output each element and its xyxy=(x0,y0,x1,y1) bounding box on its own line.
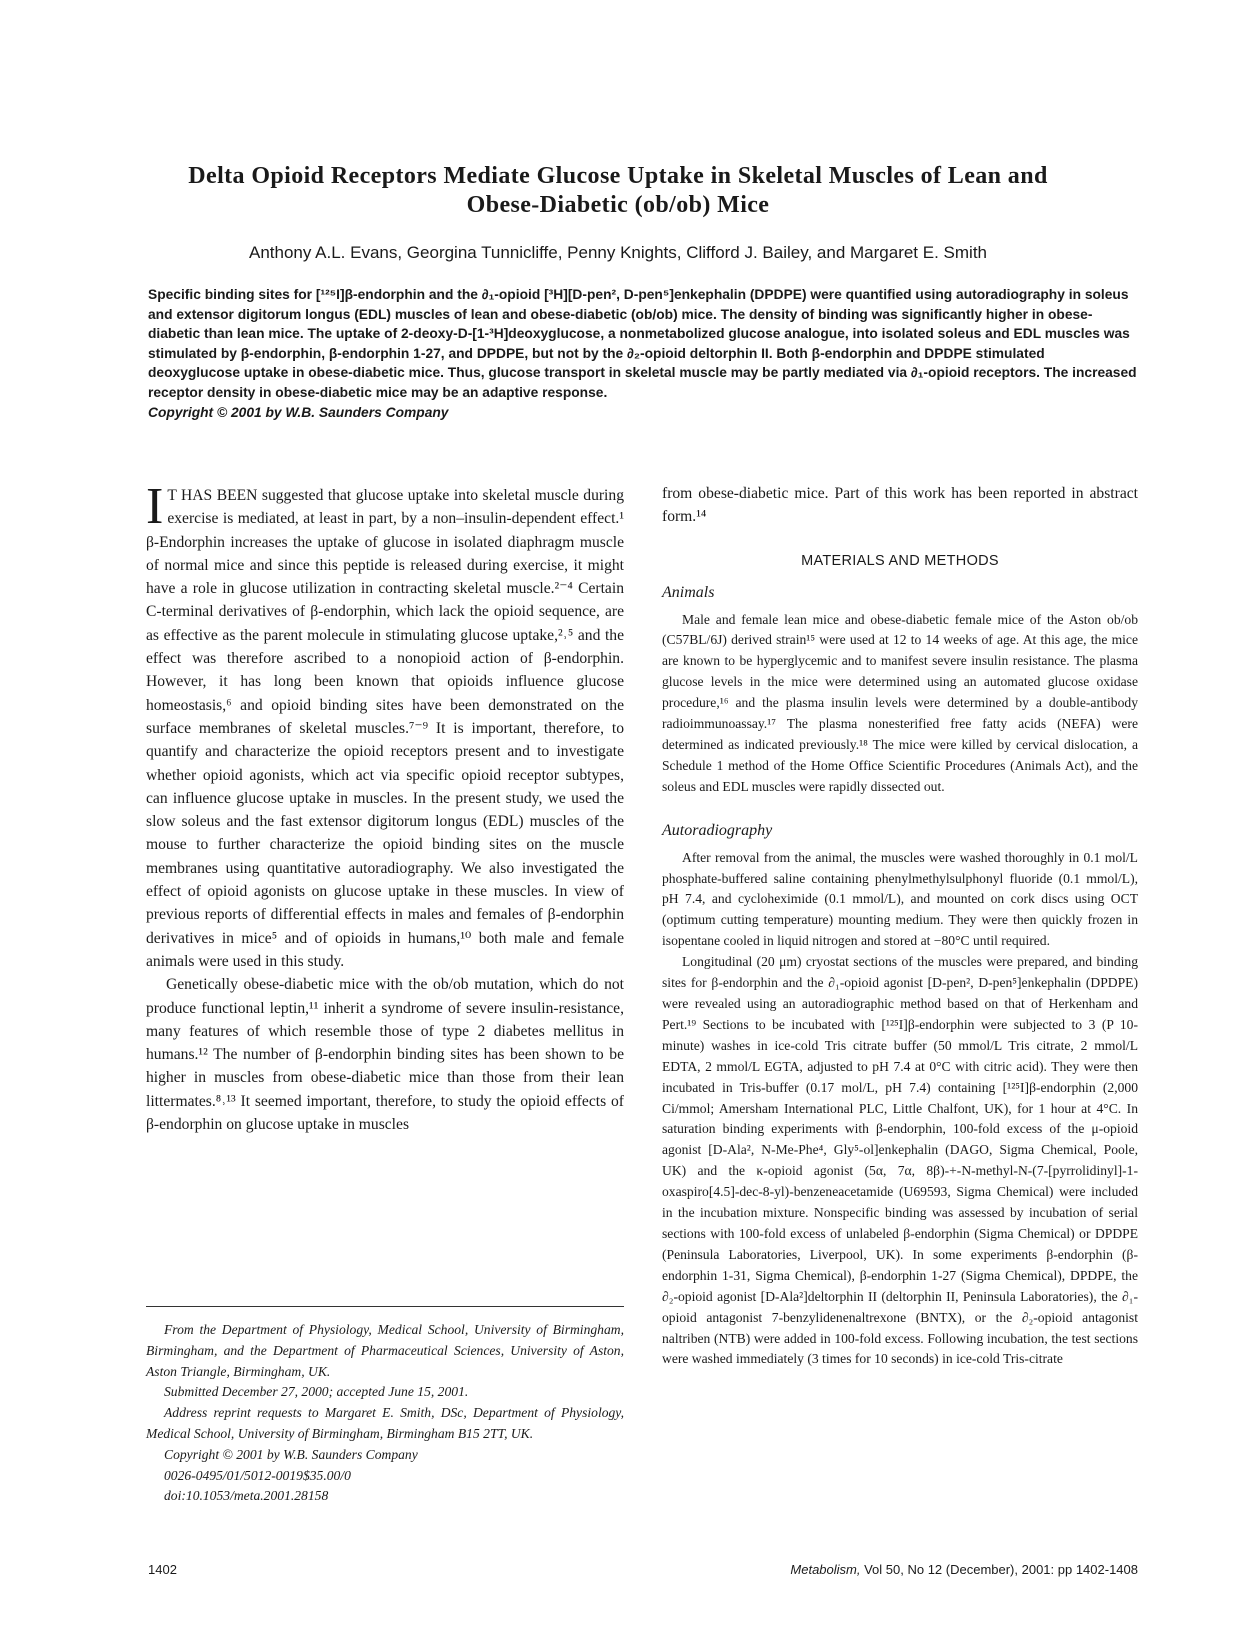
right-column xyxy=(662,482,1138,1370)
journal-volume: Vol 50, No 12 (December), 2001: pp 1402-1408 xyxy=(860,1562,1138,1577)
intro-paragraph-2: Genetically obese-diabetic mice with the ob/ob mutation, which do not produce functional leptin,¹¹ inherit a syndrome of severe insulin-resistance, many features of which resemble those of type 2 diabetes mellitus in humans.¹² The number of β-endorphin binding sites has been shown to be higher in muscles from obese-diabetic mice than those from their lean littermates.⁸˒¹³ It seemed important, therefore, to study the opioid effects of β-endorphin on glucose uptake in muscles xyxy=(146,976,624,1134)
intro-paragraph-3: from obese-diabetic mice. Part of this work has been reported in abstract form.¹⁴ xyxy=(662,485,1138,526)
abstract-copyright: Copyright © 2001 by W.B. Saunders Company xyxy=(148,404,449,420)
subsection-heading-autoradiography: Autoradiography xyxy=(662,821,773,839)
section-heading-methods: MATERIALS AND METHODS xyxy=(801,552,999,569)
autoradiography-paragraph-1: After removal from the animal, the muscles were washed thoroughly in 0.1 mol/L phosphate-buffered saline containing phenylmethylsulphonyl fluoride (0.1 mmol/L), pH 7.4, and cycloheximide (0.1 mmol/L), and mounted on cork discs using OCT (optimum cutting temperature) mounting medium. They were then quickly frozen in isopentane cooled in liquid nitrogen and stored at −80°C until required. xyxy=(662,849,1138,949)
animals-paragraph: Male and female lean mice and obese-diabetic female mice of the Aston ob/ob (C57BL/6J) derived strain¹⁵ were used at 12 to 14 weeks of age. At this age, the mice are known to be hyperglycemic and to manifest severe insulin resistance. The plasma glucose levels in the mice were determined using an automated glucose oxidase procedure,¹⁶ and the plasma insulin levels were determined by a double-antibody radioimmunoassay.¹⁷ The plasma nonesterified free fatty acids (NEFA) were determined as indicated previously.¹⁸ The mice were killed by cervical dislocation, a Schedule 1 method of the Home Office Scientific Procedures (Animals Act), and the soleus and EDL muscles were rapidly dissected out. xyxy=(662,611,1138,794)
article-title: Delta Opioid Receptors Mediate Glucose Uptake in Skeletal Muscles of Lean and Obese-Diabetic (ob/ob) Mice xyxy=(188,163,1048,218)
footnote-doi: doi:10.1053/meta.2001.28158 xyxy=(164,1488,329,1504)
subsection-heading-animals: Animals xyxy=(662,583,715,601)
autoradiography-paragraph-2: Longitudinal (20 μm) cryostat sections of the muscles were prepared, and binding sites for β-endorphin and the ∂₁-opioid agonist [D-pen², D-pen⁵]enkephalin (DPDPE) were revealed using an autoradiographic method based on that of Herkenham and Pert.¹⁹ Sections to be incubated with [¹²⁵I]β-endorphin were subjected to 3 (P 10-minute) washes in ice-cold Tris citrate buffer (50 mmol/L Tris citrate, 2 mmol/L EDTA, 2 mmol/L EGTA, adjusted to pH 7.4 at 0°C with citric acid). They were then incubated in Tris-buffer (0.17 mol/L, pH 7.4) containing [¹²⁵I]β-endorphin (2,000 Ci/mmol; Amersham International PLC, Little Chalfont, UK), for 1 hour at 4°C. In saturation binding experiments with β-endorphin, 100-fold excess of the μ-opioid agonist [D-Ala², N-Me-Phe⁴, Gly⁵-ol]enkephalin (DAGO, Sigma Chemical, Poole, UK) and the κ-opioid agonist (5α, 7α, 8β)-+-N-methyl-N-(7-[pyrrolidinyl]-1-oxaspiro[4.5]-dec-8-yl)-benzeneacetamide (U69593, Sigma Chemical) were included in the incubation mixture. Nonspecific binding was assessed by incubation of serial sections with 100-fold excess of unlabeled β-endorphin (Sigma Chemical) or DPDPE (Peninsula Laboratories, Liverpool, UK). In some experiments β-endorphin (β-endorphin 1-31, Sigma Chemical), β-endorphin 1-27 (Sigma Chemical), DPDPE, the ∂₂-opioid agonist [D-Ala²]deltorphin II (deltorphin II, Peninsula Laboratories), the ∂₁-opioid antagonist 7-benzylidenenaltrexone (BNTX), or the ∂₂-opioid antagonist naltriben (NTB) were added in 100-fold excess. Following incubation, the test sections were washed immediately (3 times for 10 seconds) in ice-cold Tris-citrate xyxy=(662,954,1138,1367)
abstract-text: Specific binding sites for [¹²⁵I]β-endorphin and the ∂₁-opioid [³H][D-pen², D-pen⁵]enkephalin (DPDPE) were quantified using autoradiography in soleus and extensor digitorum longus (EDL) muscles of lean and obese-diabetic (ob/ob) mice. The density of binding was significantly higher in obese-diabetic than lean mice. The uptake of 2-deoxy-D-[1-³H]deoxyglucose, a nonmetabolized glucose analogue, into isolated soleus and EDL muscles was stimulated by β-endorphin, β-endorphin 1-27, and DPDPE, but not by the ∂₂-opioid deltorphin II. Both β-endorphin and DPDPE stimulated deoxyglucose uptake in obese-diabetic mice. Thus, glucose transport in skeletal muscle may be partly mediated via ∂₁-opioid receptors. The increased receptor density in obese-diabetic mice may be an adaptive response. xyxy=(148,287,1137,400)
footnote-copyright: Copyright © 2001 by W.B. Saunders Company xyxy=(164,1446,418,1462)
page-number: 1402 xyxy=(148,1562,177,1577)
abstract xyxy=(148,285,1140,422)
intro-paragraph-1 xyxy=(146,478,624,973)
drop-cap: I xyxy=(146,478,164,535)
footnote-affiliation: From the Department of Physiology, Medical School, University of Birmingham, Birmingham, and the Department of Pharmaceutical Sciences, University of Aston, Aston Triangle, Birmingham, UK. xyxy=(146,1322,624,1379)
footnotes xyxy=(146,1320,624,1507)
author-list: Anthony A.L. Evans, Georgina Tunnicliffe, Penny Knights, Clifford J. Bailey, and Margaret E. Smith xyxy=(248,243,987,262)
journal-citation xyxy=(790,1562,1138,1577)
footnote-submitted: Submitted December 27, 2000; accepted June 15, 2001. xyxy=(164,1384,469,1400)
footnote-issn: 0026-0495/01/5012-0019$35.00/0 xyxy=(164,1467,351,1483)
left-column xyxy=(146,478,624,1136)
footnote-divider xyxy=(146,1306,624,1307)
intro-paragraph-1-text: T HAS BEEN suggested that glucose uptake into skeletal muscle during exercise is mediated, at least in part, by a non–insulin-dependent effect.¹ β-Endorphin increases the uptake of glucose in isolated diaphragm muscle of normal mice and since this peptide is released during exercise, it might have a role in glucose utilization in contracting skeletal muscle.²⁻⁴ Certain C-terminal derivatives of β-endorphin, which lack the opioid sequence, are as effective as the parent molecule in stimulating glucose uptake,²˒⁵ and the effect was therefore ascribed to a nonopioid action of β-endorphin. However, it has long been known that opioids influence glucose homeostasis,⁶ and opioid binding sites have been demonstrated on the surface membranes of skeletal muscles.⁷⁻⁹ It is important, therefore, to quantify and characterize the opioid receptors present and to investigate whether opioid agonists, which act via specific opioid receptor subtypes, can influence glucose uptake in muscles. In the present study, we used the slow soleus and the fast extensor digitorum longus (EDL) muscles of the mouse to further characterize the opioid binding sites on the muscle membranes using quantitative autoradiography. We also investigated the effect of opioid agonists on glucose uptake in these muscles. In view of previous reports of differential effects in males and females of β-endorphin derivatives in mice⁵ and of opioids in humans,¹⁰ both male and female animals were used in this study. xyxy=(146,487,624,970)
journal-name: Metabolism, xyxy=(790,1562,861,1577)
footnote-address: Address reprint requests to Margaret E. Smith, DSc, Department of Physiology, Medical School, University of Birmingham, Birmingham B15 2TT, UK. xyxy=(146,1405,624,1441)
